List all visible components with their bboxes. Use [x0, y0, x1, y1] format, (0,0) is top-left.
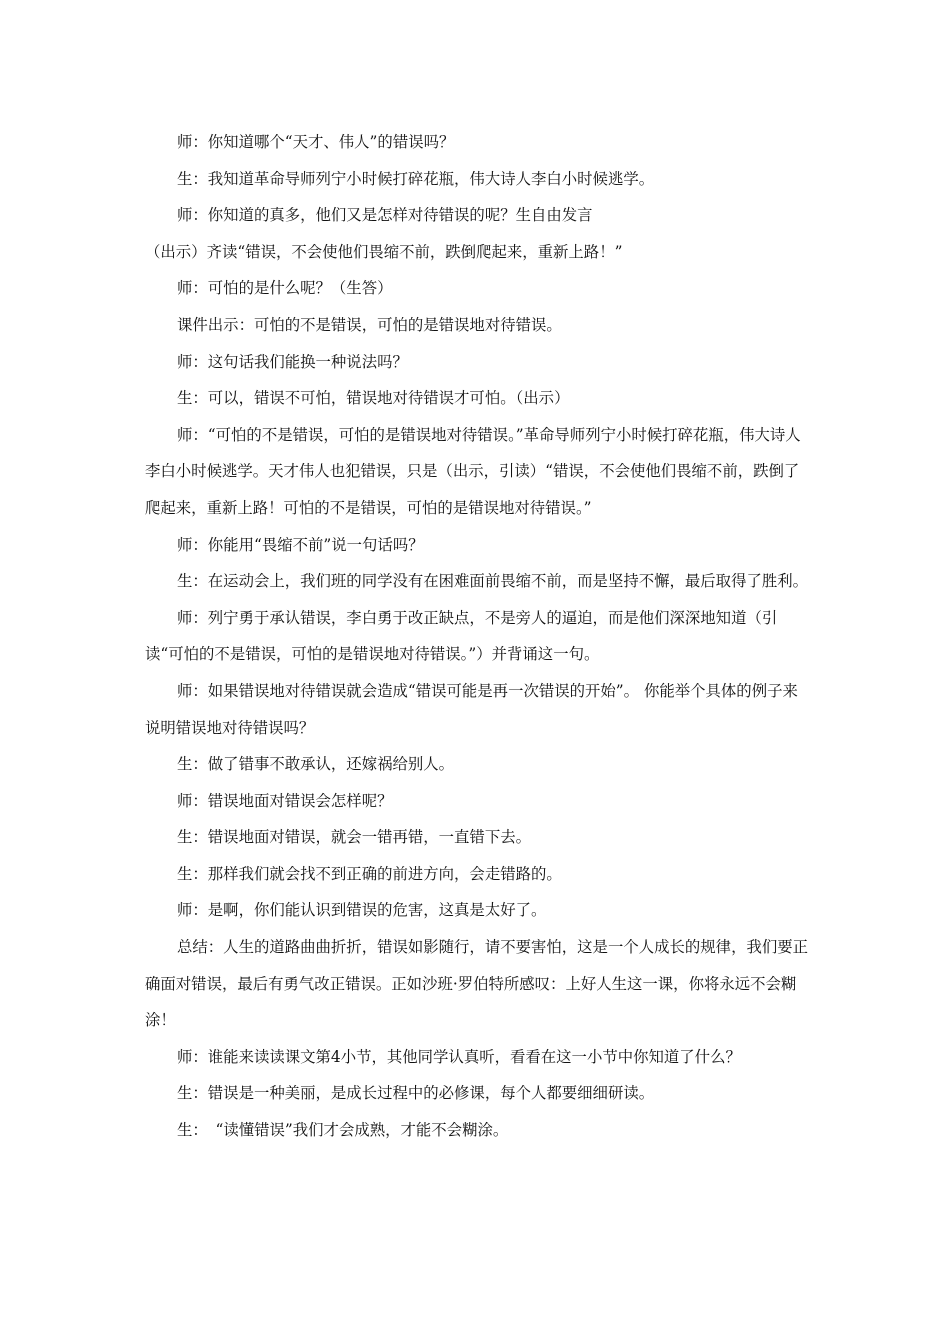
paragraph-4: （出示）齐读“错误，不会使他们畏缩不前，跌倒爬起来，重新上路！” — [145, 242, 623, 261]
paragraph-16: 生：错误地面对错误，就会一错再错，一直错下去。 — [177, 828, 531, 847]
paragraph-11: 生：在运动会上，我们班的同学没有在困难面前畏缩不前，而是坚持不懈，最后取得了胜利。 — [177, 572, 809, 591]
paragraph-19: 总结：人生的道路曲曲折折，错误如影随行，请不要害怕，这是一个人成长的规律，我们要正确面对错误，最后有勇气改正错误。正如沙班·罗伯特所感叹：上好人生这一课，你将永远不会糊涂！ — [145, 938, 809, 1030]
paragraph-22: 生： “读懂错误”我们才会成熟，才能不会糊涂。 — [177, 1121, 509, 1140]
paragraph-13: 师：如果错误地对待错误就会造成“错误可能是再一次错误的开始”。 你能举个具体的例子来说明错误地对待错误吗？ — [145, 681, 798, 737]
paragraph-1: 师：你知道哪个“天才、伟人”的错误吗？ — [177, 133, 455, 151]
paragraph-9: 师：“可怕的不是错误，可怕的是错误地对待错误。”革命导师列宁小时候打碎花瓶，伟大诗人李白小时候逃学。天才伟人也犯错误，只是（出示，引读）“错误，不会使他们畏缩不前，跌倒了爬起来，重新上路！可怕的不是错误，可怕的是错误地对待错误。” — [145, 425, 801, 517]
paragraph-10: 师：你能用“畏缩不前”说一句话吗？ — [177, 535, 424, 554]
paragraph-7: 师：这句话我们能换一种说法吗？ — [177, 352, 408, 371]
document-body — [145, 124, 811, 1149]
paragraph-15: 师：错误地面对错误会怎样呢？ — [177, 791, 393, 810]
paragraph-21: 生：错误是一种美丽，是成长过程中的必修课，每个人都要细细研读。 — [177, 1084, 655, 1103]
paragraph-5: 师：可怕的是什么呢？（生答） — [177, 279, 393, 298]
paragraph-3: 师：你知道的真多，他们又是怎样对待错误的呢？生自由发言 — [177, 206, 593, 225]
paragraph-17: 生：那样我们就会找不到正确的前进方向，会走错路的。 — [177, 864, 562, 883]
paragraph-8: 生：可以，错误不可怕，错误地对待错误才可怕。（出示） — [177, 389, 570, 408]
paragraph-6: 课件出示：可怕的不是错误，可怕的是错误地对待错误。 — [177, 315, 562, 334]
paragraph-12: 师：列宁勇于承认错误，李白勇于改正缺点，不是旁人的逼迫，而是他们深深地知道（引读“可怕的不是错误，可怕的是错误地对待错误。”）并背诵这一句。 — [145, 608, 778, 664]
paragraph-20: 师：谁能来读读课文第4小节，其他同学认真听，看看在这一小节中你知道了什么？ — [177, 1047, 741, 1066]
paragraph-2: 生：我知道革命导师列宁小时候打碎花瓶，伟大诗人李白小时候逃学。 — [177, 169, 655, 188]
paragraph-18: 师：是啊，你们能认识到错误的危害，这真是太好了。 — [177, 901, 547, 920]
paragraph-14: 生：做了错事不敢承认，还嫁祸给别人。 — [177, 755, 455, 774]
